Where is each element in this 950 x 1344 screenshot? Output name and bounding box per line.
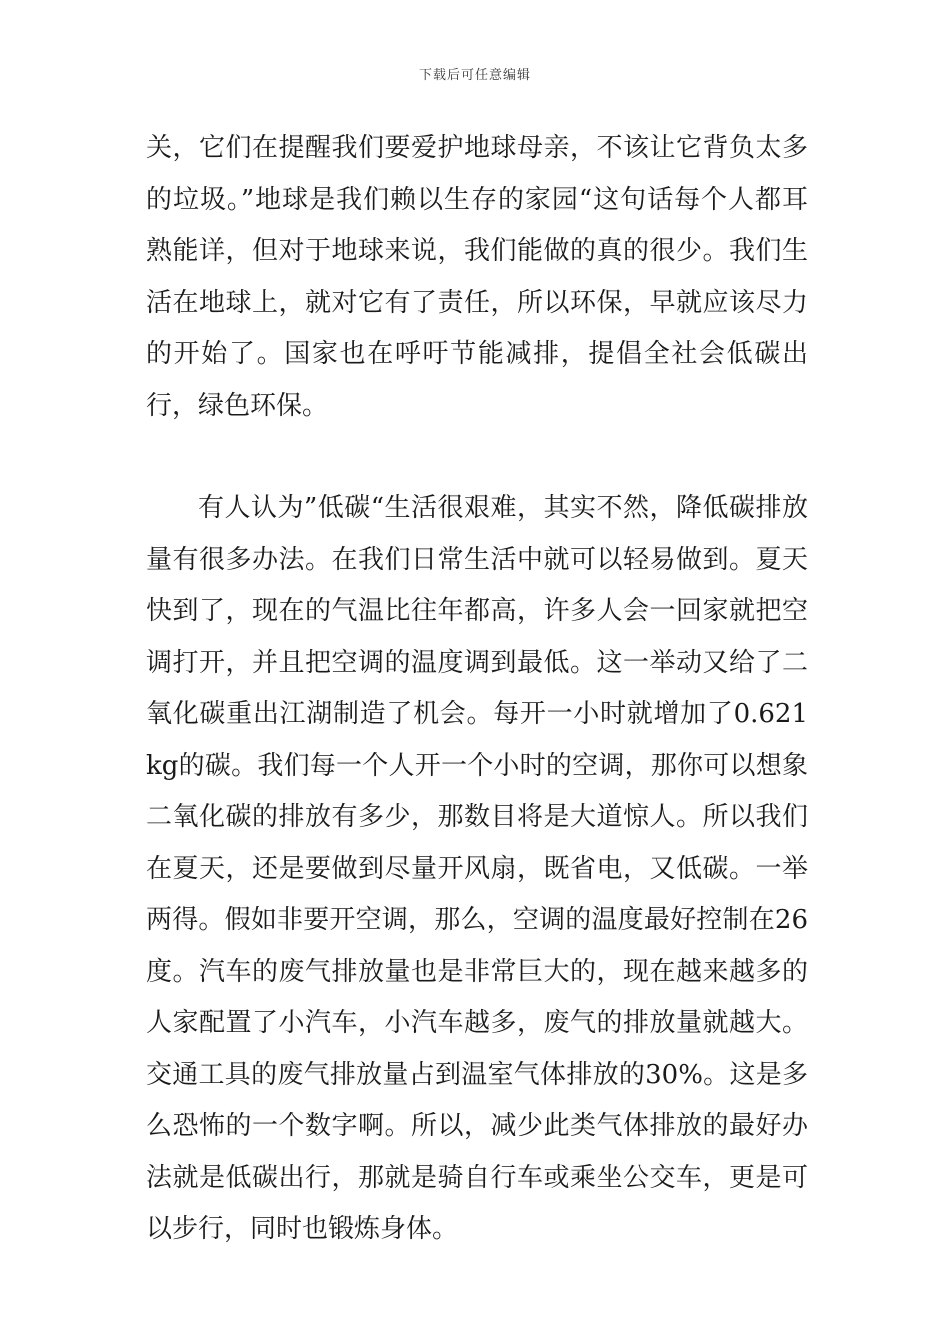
document-body — [146, 123, 808, 1256]
paragraph-low-carbon: 有人认为”低碳“生活很艰难，其实不然，降低碳排放量有很多办法。在我们日常生活中就可以轻易做到。夏天快到了，现在的气温比往年都高，许多人会一回家就把空调打开，并且把空调的温度调到最低。这一举动又给了二氧化碳重出江湖制造了机会。每开一小时就增加了0.621kg的碳。我们每一个人开一个小时的空调，那你可以想象二氧化碳的排放有多少，那数目将是大道惊人。所以我们在夏天，还是要做到尽量开风扇，既省电，又低碳。一举两得。假如非要开空调，那么，空调的温度最好控制在26度。汽车的废气排放量也是非常巨大的，现在越来越多的人家配置了小汽车，小汽车越多，废气的排放量就越大。交通工具的废气排放量占到温室气体排放的30%。这是多么恐怖的一个数字啊。所以，减少此类气体排放的最好办法就是低碳出行，那就是骑自行车或乘坐公交车，更是可以步行，同时也锻炼身体。 — [146, 493, 808, 1244]
paragraph-continuation: 关，它们在提醒我们要爱护地球母亲，不该让它背负太多的垃圾。”地球是我们赖以生存的家园“这句话每个人都耳熟能详，但对于地球来说，我们能做的真的很少。我们生活在地球上，就对它有了责任，所以环保，早就应该尽力的开始了。国家也在呼吁节能减排，提倡全社会低碳出行，绿色环保。 — [146, 133, 808, 421]
paragraph-gap — [146, 432, 808, 483]
page-header-note: 下载后可任意编辑 — [418, 68, 531, 83]
